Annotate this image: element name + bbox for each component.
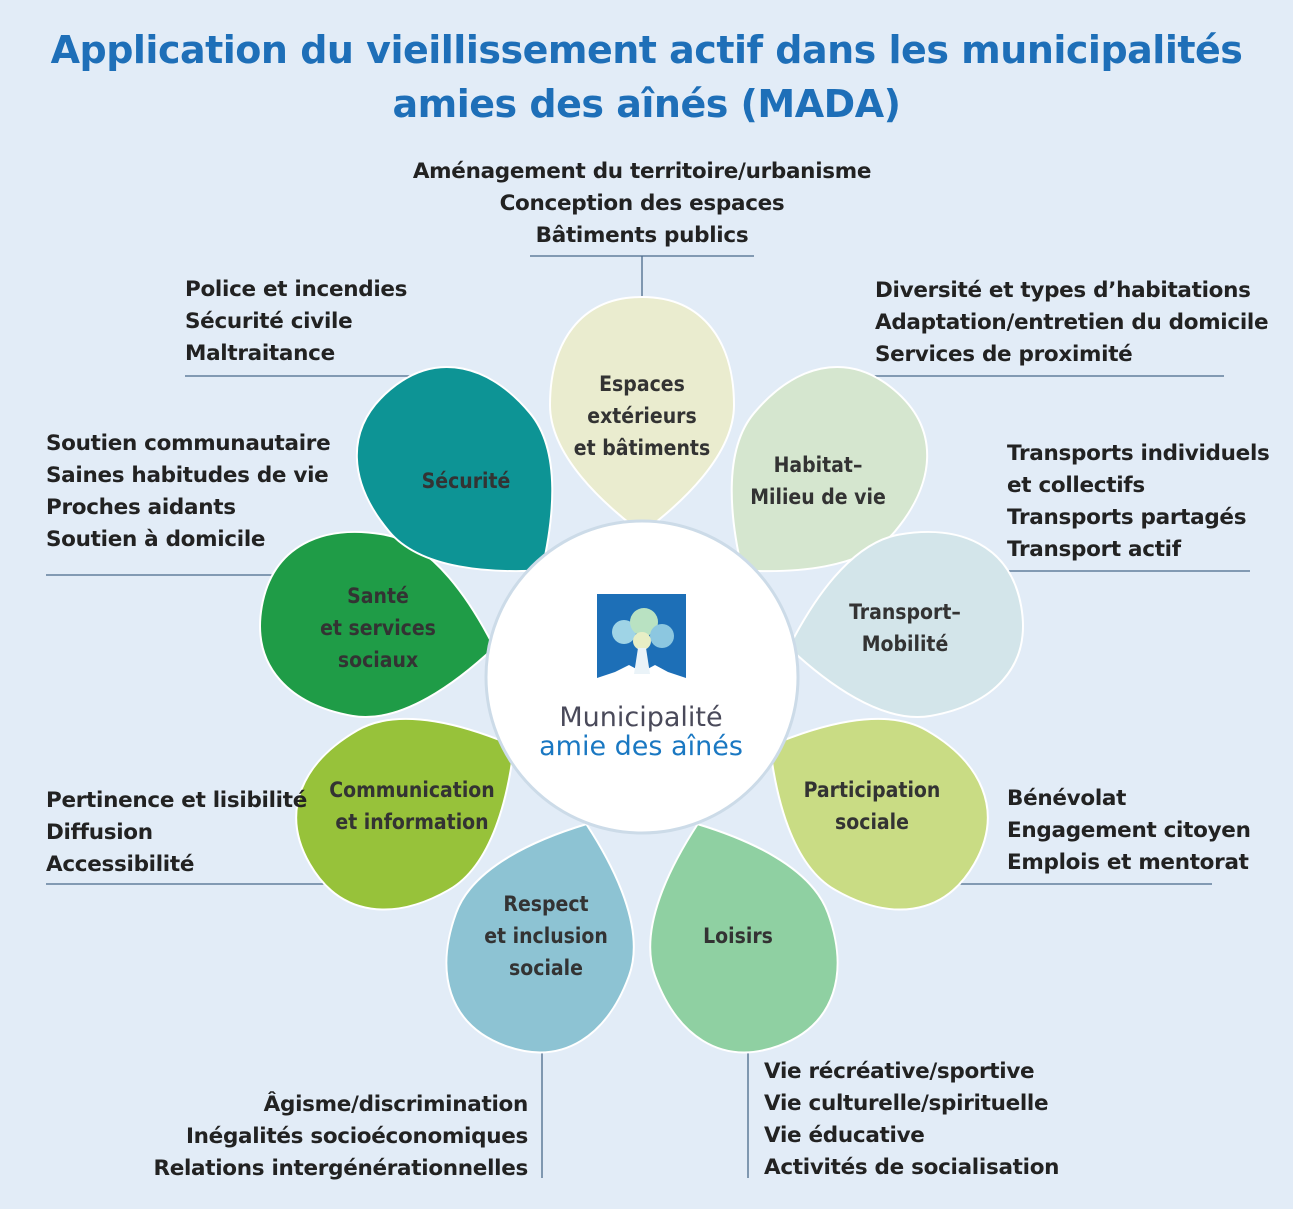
center-circle bbox=[486, 521, 798, 833]
diagram-title-line2: amies des aînés (MADA) bbox=[392, 82, 901, 126]
petal-label-espaces: extérieurs bbox=[587, 404, 697, 428]
petal-label-communication: Communication bbox=[329, 778, 495, 802]
label-item: Conception des espaces bbox=[499, 191, 785, 216]
label-item: Bâtiments publics bbox=[535, 223, 749, 248]
label-item: Aménagement du territoire/urbanisme bbox=[412, 159, 872, 184]
mada-logo-icon bbox=[597, 594, 686, 678]
label-loisirs bbox=[764, 1056, 1059, 1184]
center-label-line2: amie des aînés bbox=[539, 731, 743, 762]
label-item: Bénévolat bbox=[1007, 786, 1127, 811]
label-communication bbox=[46, 785, 307, 881]
label-item: Soutien communautaire bbox=[46, 431, 331, 456]
label-item: Diversité et types d’habitations bbox=[875, 278, 1251, 303]
petal-label-transport: Transport– bbox=[849, 600, 961, 624]
label-item: Proches aidants bbox=[46, 495, 236, 520]
label-item: Vie culturelle/spirituelle bbox=[764, 1091, 1049, 1116]
label-item: Services de proximité bbox=[875, 342, 1133, 367]
label-item: Sécurité civile bbox=[185, 309, 353, 334]
label-item: Transports individuels bbox=[1007, 441, 1270, 466]
label-habitat bbox=[875, 275, 1268, 371]
petal-label-habitat: Habitat– bbox=[773, 453, 863, 477]
label-item: Maltraitance bbox=[185, 341, 335, 366]
label-item: Transport actif bbox=[1007, 537, 1181, 562]
label-item: Emplois et mentorat bbox=[1007, 850, 1249, 875]
petal-label-participation: sociale bbox=[835, 810, 909, 834]
petal-label-sante: sociaux bbox=[337, 648, 419, 672]
petal-label-transport: Mobilité bbox=[861, 632, 949, 656]
label-item: et collectifs bbox=[1007, 473, 1145, 498]
petal-label-espaces: et bâtiments bbox=[573, 436, 711, 460]
label-item: Adaptation/entretien du domicile bbox=[875, 310, 1269, 335]
label-item: Inégalités socioéconomiques bbox=[185, 1124, 528, 1149]
label-item: Vie éducative bbox=[764, 1123, 925, 1148]
petal-label-securite: Sécurité bbox=[421, 469, 511, 493]
label-participation bbox=[1007, 783, 1251, 879]
petal-label-sante: Santé bbox=[347, 584, 409, 608]
label-item: Soutien à domicile bbox=[46, 527, 266, 552]
petal-label-sante: et services bbox=[320, 616, 436, 640]
petal-label-communication: et information bbox=[335, 810, 489, 834]
label-item: Transports partagés bbox=[1007, 505, 1247, 530]
label-item: Accessibilité bbox=[46, 852, 195, 877]
petal-label-respect: Respect bbox=[503, 892, 589, 916]
label-securite bbox=[185, 274, 407, 370]
label-transport bbox=[1007, 438, 1270, 566]
label-item: Diffusion bbox=[46, 820, 153, 845]
center-label-line1: Municipalité bbox=[559, 702, 723, 733]
diagram-title-line1: Application du vieillissement actif dans les municipalités bbox=[50, 28, 1243, 72]
label-item: Activités de socialisation bbox=[764, 1155, 1060, 1180]
label-espaces bbox=[0, 156, 1284, 252]
label-item: Relations intergénérationnelles bbox=[153, 1156, 528, 1181]
petal-label-participation: Participation bbox=[803, 778, 941, 802]
label-item: Engagement citoyen bbox=[1007, 818, 1251, 843]
petal-label-respect: et inclusion bbox=[484, 924, 608, 948]
petal-label-loisirs: Loisirs bbox=[703, 924, 773, 948]
label-item: Âgisme/discrimination bbox=[263, 1092, 528, 1117]
label-item: Police et incendies bbox=[185, 277, 408, 302]
label-sante bbox=[46, 428, 330, 556]
label-item: Saines habitudes de vie bbox=[46, 463, 329, 488]
label-respect bbox=[153, 1089, 528, 1185]
petal-label-habitat: Milieu de vie bbox=[750, 485, 886, 509]
petal-label-respect: sociale bbox=[509, 956, 583, 980]
label-item: Pertinence et lisibilité bbox=[46, 788, 308, 813]
label-item: Vie récréative/sportive bbox=[764, 1059, 1035, 1084]
petal-label-espaces: Espaces bbox=[599, 372, 685, 396]
